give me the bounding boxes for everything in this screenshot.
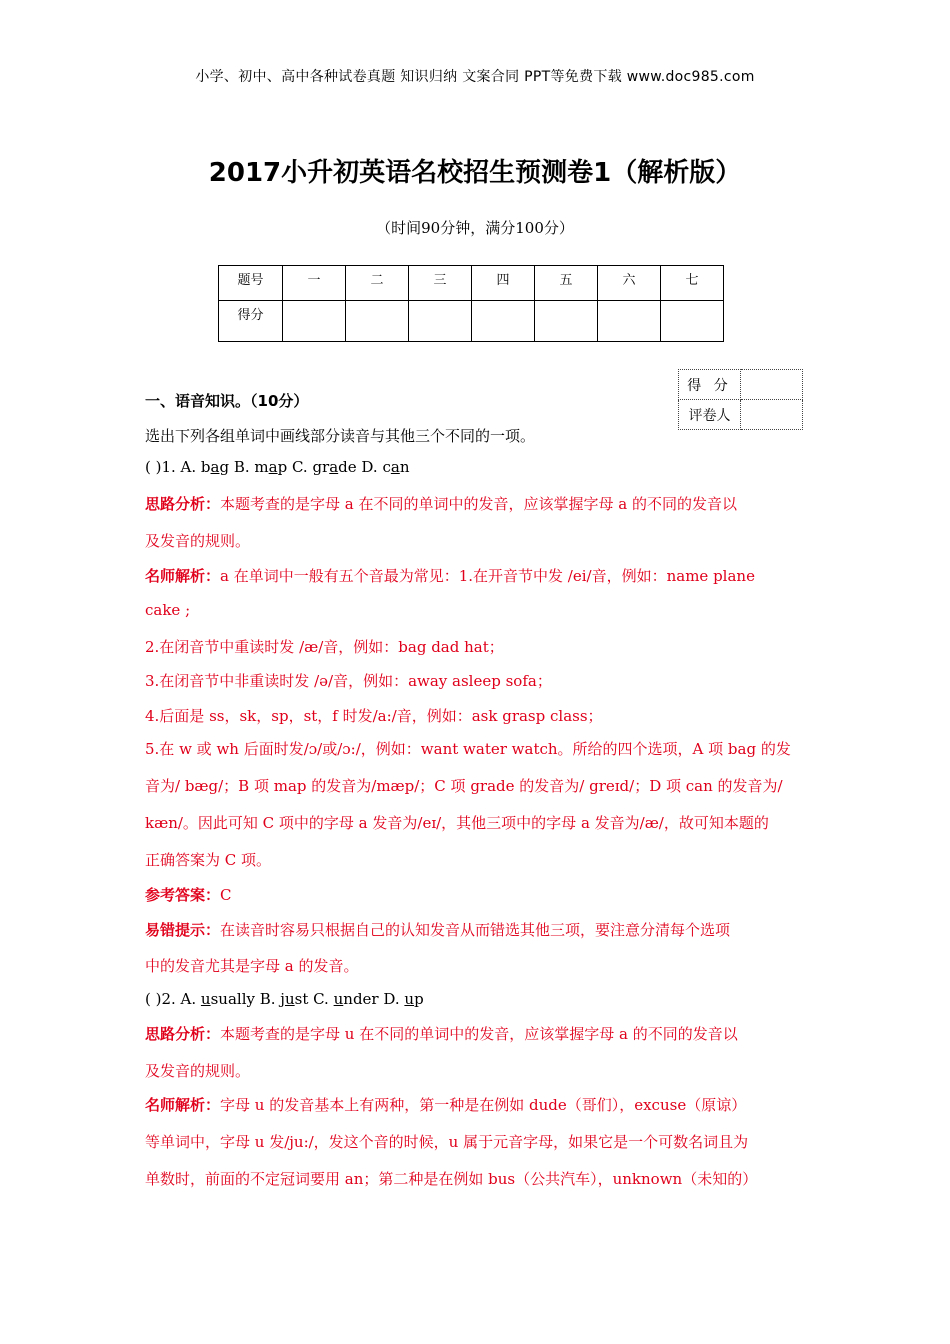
- score-table-col: 七: [661, 266, 724, 301]
- q2-c-underlined: u: [333, 990, 344, 1008]
- q2-analysis: [145, 1023, 738, 1044]
- q2-b-rest: st C.: [294, 990, 334, 1008]
- q2-analysis-text: 本题考查的是字母 u 在不同的单词中的发音，应该掌握字母 a 的不同的发音以: [220, 1025, 738, 1043]
- q2-teacher-line: 等单词中，字母 u 发/ju:/，发这个音的时候，u 属于元音字母，如果它是一个可数名词且为: [145, 1133, 749, 1151]
- q1-teacher-label: 名师解析：: [145, 567, 221, 585]
- grader-name-cell: [741, 400, 803, 430]
- q1-analysis-label: 思路分析：: [145, 495, 221, 513]
- q2-a-rest: sually B. j: [210, 990, 285, 1008]
- q2-teacher-text: 字母 u 的发音基本上有两种，第一种是在例如 dude（哥们），excuse（原谅）: [220, 1096, 747, 1114]
- q1-c-underlined: a: [329, 458, 339, 476]
- score-table-col: 三: [409, 266, 472, 301]
- question-2: [145, 990, 424, 1008]
- score-table-header-row: [219, 266, 724, 301]
- q1-c-rest: de D. c: [338, 458, 391, 476]
- q1-a-rest: g B. m: [219, 458, 269, 476]
- question-1: [145, 458, 409, 476]
- q2-a-underlined: u: [200, 990, 211, 1008]
- grader-name-label: 评卷人: [679, 400, 741, 430]
- q2-d-rest: p: [414, 990, 424, 1008]
- score-table-col: 六: [598, 266, 661, 301]
- q1-answer-label: 参考答案：: [145, 886, 221, 904]
- grader-box: [678, 369, 803, 430]
- section1-instruction: 选出下列各组单词中画线部分读音与其他三个不同的一项。: [145, 427, 536, 445]
- q1-d-underlined: a: [390, 458, 400, 476]
- q1-tip-cont: 中的发音尤其是字母 a 的发音。: [145, 957, 359, 975]
- page-header: 小学、初中、高中各种试卷真题 知识归纳 文案合同 PPT等免费下载 www.doc985.com: [195, 69, 755, 85]
- score-cell: [283, 301, 346, 342]
- q1-prefix: ( )1. A. b: [145, 458, 211, 476]
- score-table-col: 五: [535, 266, 598, 301]
- q2-prefix: ( )2. A.: [145, 990, 201, 1008]
- score-cell: [472, 301, 535, 342]
- q2-d-underlined: u: [404, 990, 415, 1008]
- score-table-col: 二: [346, 266, 409, 301]
- page-subtitle: （时间90分钟，满分100分）: [376, 219, 574, 237]
- q1-teacher-line: cake ;: [145, 601, 191, 619]
- q1-tip: [145, 919, 730, 940]
- q1-b-underlined: a: [268, 458, 278, 476]
- score-cell: [535, 301, 598, 342]
- score-cell: [598, 301, 661, 342]
- grader-score-label: 得 分: [679, 370, 741, 400]
- q1-teacher-line: kæn/。因此可知 C 项中的字母 a 发音为/eɪ/，其他三项中的字母 a 发音为/æ/，故可知本题的: [145, 814, 769, 832]
- score-table-score-row: [219, 301, 724, 342]
- grader-score-cell: [741, 370, 803, 400]
- q2-teacher-label: 名师解析：: [145, 1096, 221, 1114]
- section1-heading: 一、语音知识。（10分）: [145, 392, 309, 410]
- q1-b-rest: p C. gr: [277, 458, 330, 476]
- q1-teacher-line: 正确答案为 C 项。: [145, 851, 272, 869]
- score-table-col: 一: [283, 266, 346, 301]
- q1-teacher-text: a 在单词中一般有五个音最为常见：1.在开音节中发 /ei/音，例如：name plane: [220, 567, 755, 585]
- q1-teacher-line: 3.在闭音节中非重读时发 /ə/音，例如：away asleep sofa；: [145, 672, 552, 690]
- q1-answer: [145, 884, 232, 905]
- q2-teacher-line: 单数时，前面的不定冠词要用 an；第二种是在例如 bus（公共汽车），unknown（未知的）: [145, 1170, 758, 1188]
- q1-d-rest: n: [399, 458, 410, 476]
- q2-b-underlined: u: [284, 990, 295, 1008]
- q1-analysis-cont: 及发音的规则。: [145, 532, 251, 550]
- q2-analysis-label: 思路分析：: [145, 1025, 221, 1043]
- score-table-label-number: 题号: [219, 266, 283, 301]
- q1-answer-value: C: [220, 886, 232, 904]
- q2-c-rest: nder D.: [343, 990, 405, 1008]
- page-title: 2017小升初英语名校招生预测卷1（解析版）: [208, 158, 742, 188]
- q1-analysis: [145, 493, 737, 514]
- score-cell: [346, 301, 409, 342]
- q1-teacher: [145, 565, 755, 586]
- q1-teacher-line: 4.后面是 ss，sk，sp，st，f 时发/a:/音，例如：ask grasp class；: [145, 707, 603, 725]
- q2-teacher: [145, 1094, 746, 1115]
- score-cell: [661, 301, 724, 342]
- score-cell: [409, 301, 472, 342]
- score-table-col: 四: [472, 266, 535, 301]
- score-table: [218, 265, 724, 342]
- q2-analysis-cont: 及发音的规则。: [145, 1062, 251, 1080]
- q1-teacher-line: 2.在闭音节中重读时发 /æ/音，例如：bag dad hat；: [145, 638, 504, 656]
- q1-teacher-line: 音为/ bæg/；B 项 map 的发音为/mæp/；C 项 grade 的发音为/ greɪd/；D 项 can 的发音为/: [145, 777, 783, 795]
- q1-tip-text: 在读音时容易只根据自己的认知发音从而错选其他三项，要注意分清每个选项: [220, 921, 731, 939]
- q1-tip-label: 易错提示：: [145, 921, 221, 939]
- score-table-label-score: 得分: [219, 301, 283, 342]
- q1-a-underlined: a: [210, 458, 220, 476]
- q1-analysis-text: 本题考查的是字母 a 在不同的单词中的发音，应该掌握字母 a 的不同的发音以: [220, 495, 737, 513]
- q1-teacher-line: 5.在 w 或 wh 后面时发/ɔ/或/ɔ:/，例如：want water watch。所给的四个选项，A 项 bag 的发: [145, 740, 791, 758]
